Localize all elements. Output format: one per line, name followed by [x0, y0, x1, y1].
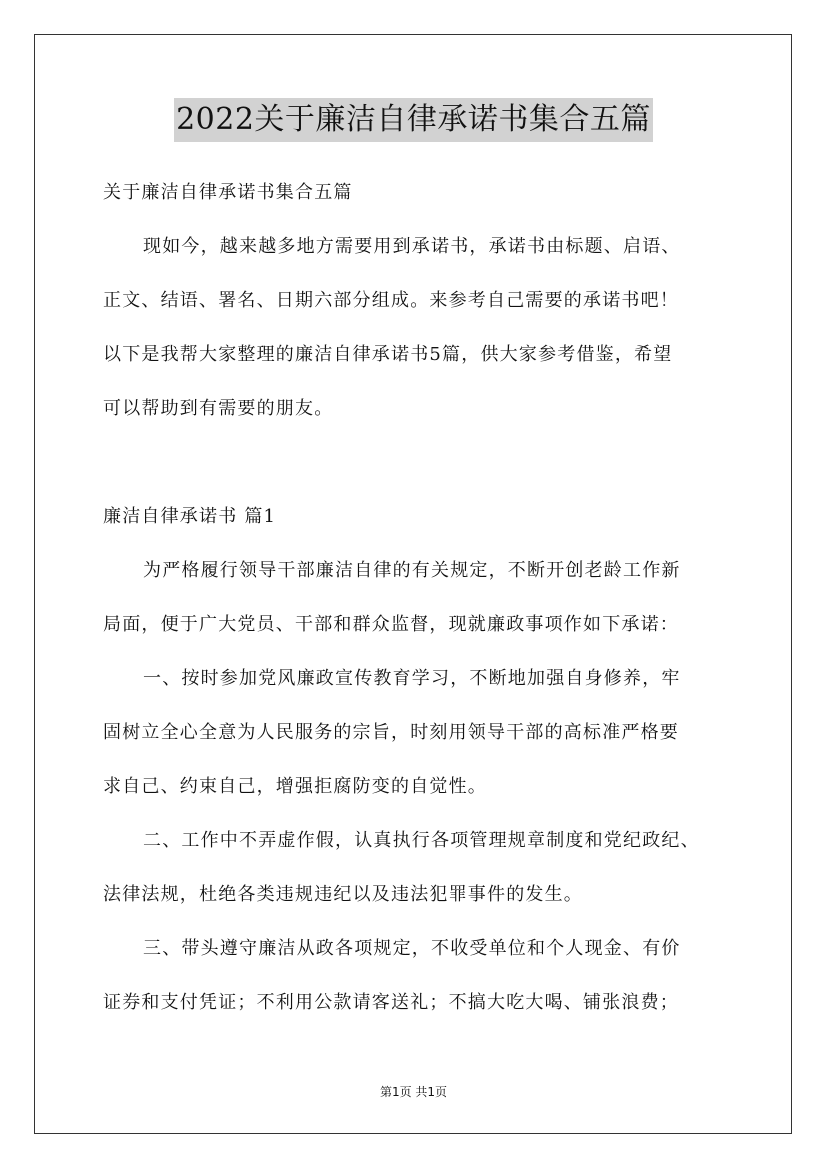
body-line-4: 固树立全心全意为人民服务的宗旨，时刻用领导干部的高标准严格要	[103, 722, 679, 743]
body-line-1: 为严格履行领导干部廉洁自律的有关规定，不断开创老龄工作新	[143, 560, 681, 581]
body-line-6: 二、工作中不弄虚作假，认真执行各项管理规章制度和党纪政纪、	[143, 830, 700, 851]
body-line-8: 三、带头遵守廉洁从政各项规定，不收受单位和个人现金、有价	[143, 938, 681, 959]
intro-line-4: 可以帮助到有需要的朋友。	[103, 398, 334, 419]
body-line-2: 局面，便于广大党员、干部和群众监督，现就廉政事项作如下承诺：	[103, 614, 679, 635]
body-line-5: 求自己、约束自己，增强拒腐防变的自觉性。	[103, 776, 487, 797]
intro-line-2: 正文、结语、署名、日期六部分组成。来参考自己需要的承诺书吧！	[103, 290, 679, 311]
body-line-7: 法律法规，杜绝各类违规违纪以及违法犯罪事件的发生。	[103, 884, 583, 905]
intro-line-1: 现如今，越来越多地方需要用到承诺书，承诺书由标题、启语、	[143, 236, 681, 257]
section-heading: 廉洁自律承诺书 篇1	[103, 506, 277, 527]
document-title: 2022关于廉洁自律承诺书集合五篇	[174, 98, 653, 142]
title-container	[0, 98, 827, 142]
body-line-3: 一、按时参加党风廉政宣传教育学习，不断地加强自身修养，牢	[143, 668, 681, 689]
document-subtitle: 关于廉洁自律承诺书集合五篇	[103, 182, 353, 203]
body-line-9: 证券和支付凭证；不利用公款请客送礼；不搞大吃大喝、铺张浪费；	[103, 992, 679, 1013]
intro-line-3: 以下是我帮大家整理的廉洁自律承诺书5篇，供大家参考借鉴，希望	[103, 344, 673, 365]
page-footer: 第1页 共1页	[379, 1085, 448, 1099]
